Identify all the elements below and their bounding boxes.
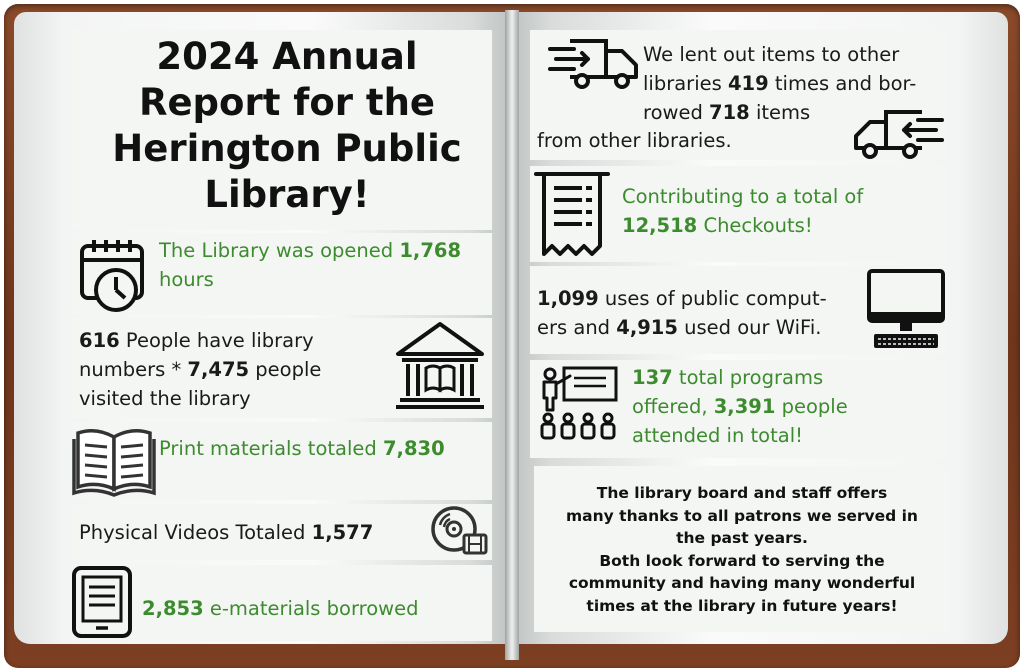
hours-line2: hours: [159, 268, 214, 291]
thanks-line3: the past years.: [676, 529, 808, 547]
videos-text: Physical Videos Totaled 1,577: [79, 521, 374, 544]
visits-value: 7,475: [187, 358, 250, 381]
ereader-tablet-icon: [70, 565, 136, 641]
interlibrary-line2: libraries 419 times and bor-: [643, 72, 917, 95]
programs-value: 137: [632, 366, 673, 389]
library-building-icon: [394, 320, 486, 410]
checkouts-line1: Contributing to a total of: [622, 185, 864, 208]
interlibrary-line4: from other libraries.: [537, 129, 732, 152]
cards-value: 616: [79, 329, 120, 352]
book-spine: [505, 10, 519, 660]
print-value: 7,830: [382, 437, 445, 460]
receipt-icon: [532, 170, 612, 260]
checkouts-line2: 12,518 Checkouts!: [622, 214, 813, 237]
thanks-line4: Both look forward to serving the: [599, 551, 885, 570]
thanks-line1: The library board and staff offers: [596, 484, 888, 502]
computer-uses-value: 1,099: [537, 287, 599, 310]
thanks-line6: times at the library in future years!: [586, 596, 898, 615]
interlibrary-line1: We lent out items to other: [643, 43, 900, 66]
truck-incoming-icon: [852, 106, 944, 162]
computers-line2: ers and 4,915 used our WiFi.: [537, 316, 822, 339]
thanks-line5: community and having many wonderful: [568, 574, 916, 592]
emat-value: 2,853: [142, 597, 204, 620]
truck-outgoing-icon: [548, 35, 640, 93]
wifi-value: 4,915: [616, 316, 678, 339]
checkouts-value: 12,518: [622, 214, 698, 237]
videos-value: 1,577: [311, 521, 374, 544]
emat-text: 2,853 e-materials borrowed: [142, 597, 419, 620]
hours-value: 1,768: [399, 239, 462, 262]
borrowed-value: 718: [709, 101, 750, 124]
patrons-line2: numbers * 7,475 people: [79, 358, 322, 381]
hours-line1: The Library was opened 1,768: [159, 239, 462, 262]
programs-line1: 137 total programs: [632, 366, 824, 389]
attended-value: 3,391: [713, 395, 776, 418]
patrons-line1: 616 People have library: [79, 329, 314, 352]
interlibrary-line3: rowed 718 items: [643, 101, 811, 124]
page-title: 2024 Annual Report for the Herington Public Library!: [112, 35, 462, 216]
thanks-message: [538, 482, 946, 617]
computers-line1: 1,099 uses of public comput-: [537, 287, 827, 310]
lent-value: 419: [727, 72, 769, 95]
disc-film-icon: [430, 505, 490, 557]
programs-line2: offered, 3,391 people: [632, 395, 848, 418]
patrons-line3: visited the library: [79, 387, 251, 410]
calendar-clock-icon: [76, 238, 154, 314]
teacher-presentation-icon: [536, 364, 620, 444]
thanks-line2: many thanks to all patrons we served in: [566, 506, 918, 525]
programs-line3: attended in total!: [632, 424, 803, 447]
desktop-computer-icon: [866, 268, 946, 350]
open-book-icon: [72, 425, 156, 497]
print-text: Print materials totaled 7,830: [159, 437, 445, 460]
